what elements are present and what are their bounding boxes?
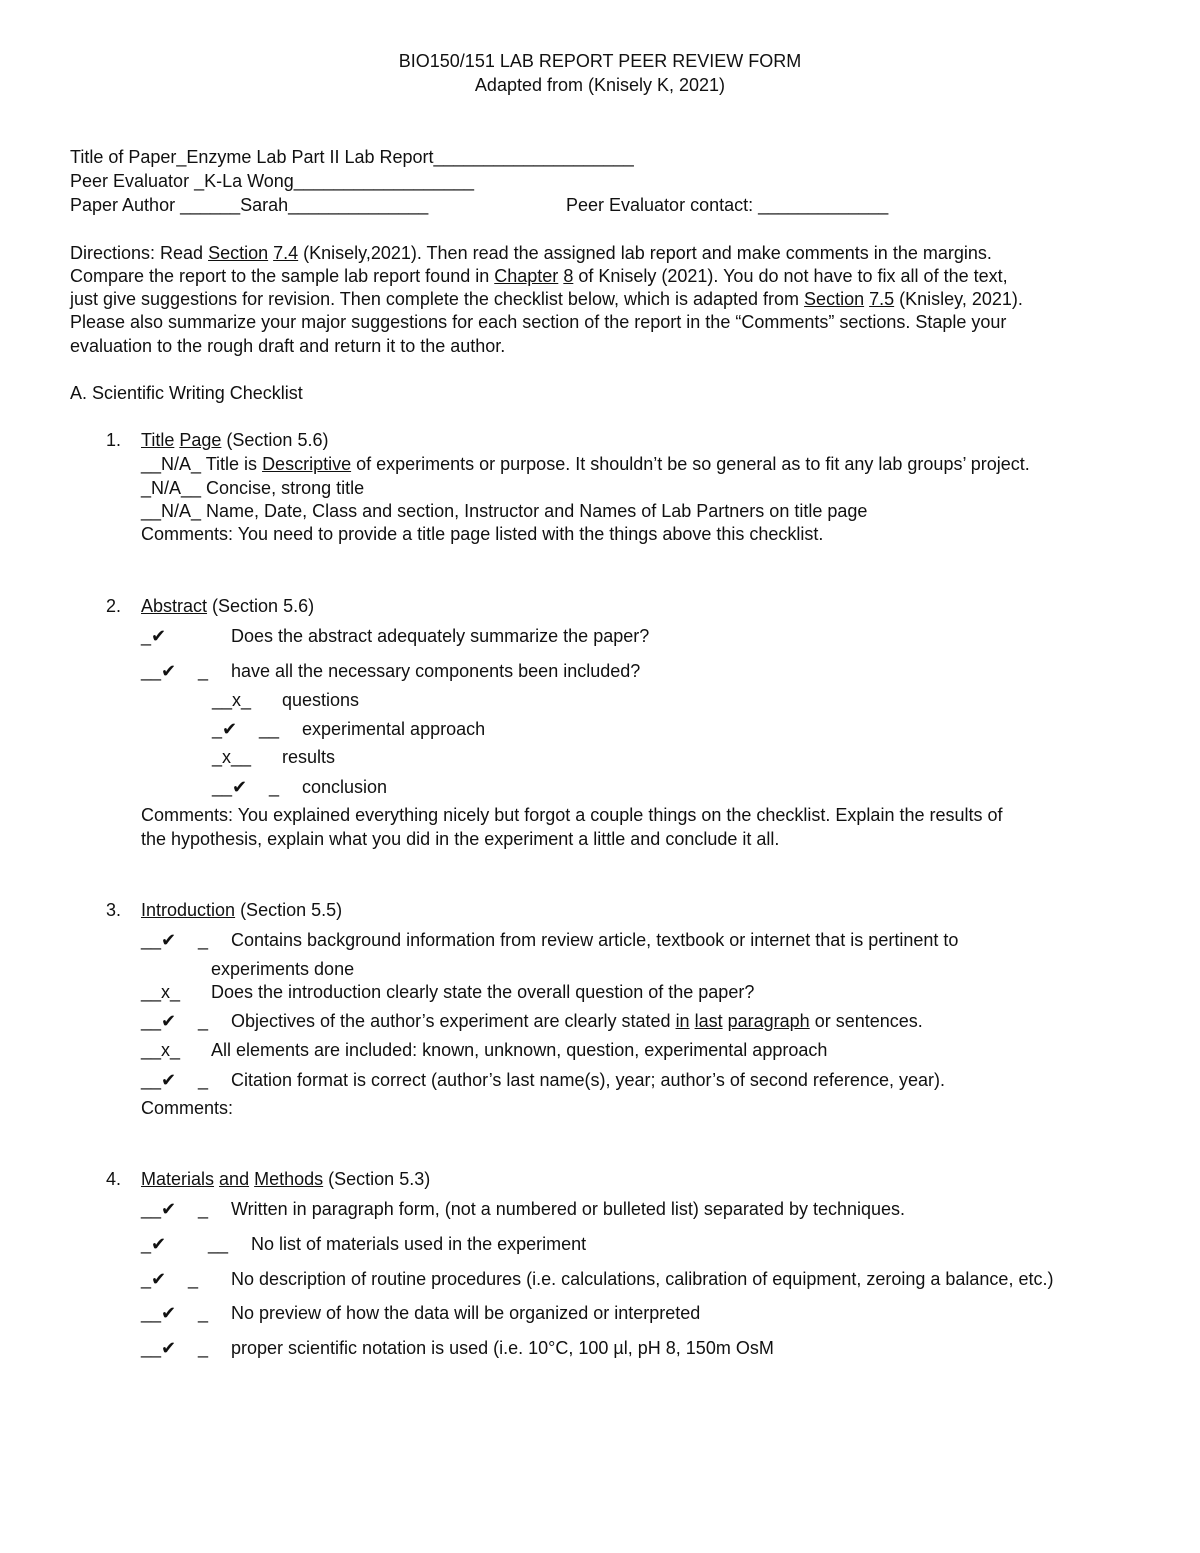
x-mark: __x_ [141,982,181,1002]
section-3-number: 3. [106,900,122,920]
checklist-item-text: experiments done [211,959,355,979]
check-mark: __✔ [141,930,177,950]
checklist-heading: A. Scientific Writing Checklist [70,383,303,403]
check-mark: __✔ [212,777,248,797]
section-1-number: 1. [106,430,122,450]
section-2-comments: the hypothesis, explain what you did in the experiment a little and conclude it all. [141,829,780,849]
checklist-item-text: Written in paragraph form, (not a numbered or bulleted list) separated by techniques. [231,1199,906,1219]
section-1-item: _N/A__ Concise, strong title [141,478,365,498]
form-title: BIO150/151 LAB REPORT PEER REVIEW FORM [398,51,802,71]
x-mark: _x__ [212,747,252,767]
checklist-item-text: No preview of how the data will be organized or interpreted [231,1303,701,1323]
check-mark: _✔ [141,1269,167,1289]
checklist-item-text: Does the introduction clearly state the overall question of the paper? [211,982,755,1002]
check-mark: _✔ [212,719,238,739]
peer-evaluator-line: Peer Evaluator _K-La Wong__________________ [70,171,474,191]
checklist-item-text: Contains background information from review article, textbook or internet that is pertinent to [231,930,959,950]
paper-title-line: Title of Paper_Enzyme Lab Part II Lab Report____________________ [70,147,634,167]
blank-line: _ [198,661,209,681]
section-1-heading: Title Page (Section 5.6) [141,430,329,450]
check-mark: _✔ [141,1234,167,1254]
section-link: Section [804,289,865,309]
directions-line-1: Directions: Read Section 7.4 (Knisely,2021). Then read the assigned lab report and make comments in the margins. [70,243,992,263]
checklist-item-text: Objectives of the author’s experiment are clearly stated in last paragraph or sentences. [231,1011,923,1031]
check-mark: __✔ [141,1303,177,1323]
check-mark: __✔ [141,1070,177,1090]
check-mark: __✔ [141,1011,177,1031]
section-3-comments: Comments: [141,1098,234,1118]
section-2-comments: Comments: You explained everything nicely but forgot a couple things on the checklist. Explain the results of [141,805,1003,825]
blank-line: __ [208,1234,229,1254]
section-2-heading: Abstract (Section 5.6) [141,596,315,616]
blank-line: _ [269,777,280,797]
blank-line: _ [198,930,209,950]
blank-line: __ [259,719,280,739]
section-1-item: __N/A_ Title is Descriptive of experiments or purpose. It shouldn’t be so general as to fit any lab groups’ project. [141,454,1030,474]
directions-line-4: Please also summarize your major suggestions for each section of the report in the “Comments” sections. Staple your [70,312,1007,332]
checklist-item-text: Citation format is correct (author’s last name(s), year; author’s of second reference, year). [231,1070,945,1090]
chapter-link: Chapter [494,266,559,286]
chapter-number-link: 8 [563,266,574,286]
sub-item-text: conclusion [302,777,388,797]
directions-line-5: evaluation to the rough draft and return it to the author. [70,336,506,356]
blank-line: _ [198,1070,209,1090]
check-mark: __✔ [141,1199,177,1219]
directions-line-2: Compare the report to the sample lab report found in Chapter 8 of Knisely (2021). You do not have to fix all of the text, [70,266,1008,286]
checklist-item-text: Does the abstract adequately summarize the paper? [231,626,650,646]
section-number-link: 7.5 [869,289,895,309]
blank-line: _ [198,1338,209,1358]
checklist-item-text: have all the necessary components been included? [231,661,641,681]
checklist-item-text: No list of materials used in the experiment [251,1234,587,1254]
section-2-number: 2. [106,596,122,616]
sub-item-text: experimental approach [302,719,486,739]
sub-item-text: results [282,747,336,767]
blank-line: _ [198,1011,209,1031]
checklist-item-text: All elements are included: known, unknown, question, experimental approach [211,1040,828,1060]
evaluator-contact-line: Peer Evaluator contact: _____________ [566,195,889,215]
section-4-heading: Materials and Methods (Section 5.3) [141,1169,431,1189]
blank-line: _ [198,1303,209,1323]
section-3-heading: Introduction (Section 5.5) [141,900,343,920]
checklist-item-text: No description of routine procedures (i.e. calculations, calibration of equipment, zeroing a balance, etc.) [231,1269,1054,1289]
section-link: Section [208,243,269,263]
check-mark: __✔ [141,661,177,681]
section-1-comments: Comments: You need to provide a title page listed with the things above this checklist. [141,524,824,544]
paper-author-line: Paper Author ______Sarah______________ [70,195,429,215]
form-subtitle: Adapted from (Knisely K, 2021) [474,75,726,95]
section-1-item: __N/A_ Name, Date, Class and section, Instructor and Names of Lab Partners on title page [141,501,868,521]
blank-line: _ [188,1269,199,1289]
checklist-item-text: proper scientific notation is used (i.e. 10°C, 100 µl, pH 8, 150m OsM [231,1338,774,1358]
sub-item-text: questions [282,690,360,710]
section-4-number: 4. [106,1169,122,1189]
check-mark: __✔ [141,1338,177,1358]
section-number-link: 7.4 [273,243,299,263]
blank-line: _ [198,1199,209,1219]
x-mark: __x_ [141,1040,181,1060]
directions-line-3: just give suggestions for revision. Then complete the checklist below, which is adapted from Section 7.5 (Knisley, 2021). [70,289,1023,309]
x-mark: __x_ [212,690,252,710]
check-mark: _✔ [141,626,167,646]
